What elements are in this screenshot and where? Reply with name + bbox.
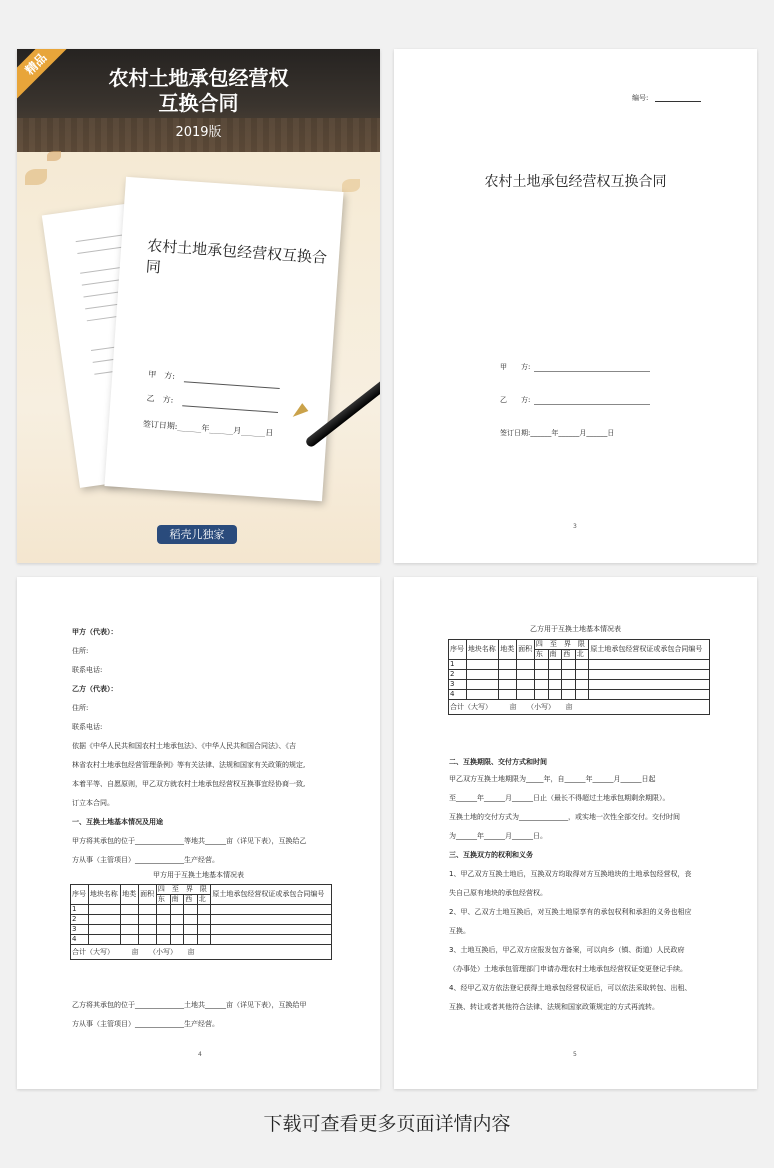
- empty-cell: [197, 925, 211, 935]
- empty-cell: [575, 680, 589, 690]
- row-number-cell: 1: [449, 660, 467, 670]
- empty-cell: [156, 935, 170, 945]
- contract-title: 农村土地承包经营权互换合同: [484, 174, 667, 190]
- row-number-cell: 3: [71, 925, 89, 935]
- page-number: 4: [198, 1051, 202, 1058]
- contract-number-label: 编号:: [632, 94, 649, 102]
- empty-cell: [466, 680, 498, 690]
- empty-cell: [197, 915, 211, 925]
- header-cell: 原土地承包经营权证或承包合同编号: [211, 885, 332, 905]
- total-cell: 合计（大写） 亩 （小写） 亩: [71, 945, 332, 960]
- contract-number-line: [655, 101, 701, 102]
- empty-cell: [156, 925, 170, 935]
- empty-cell: [534, 680, 548, 690]
- empty-cell: [534, 670, 548, 680]
- subheader-cell: 西: [562, 650, 576, 660]
- page5-line-9: 2、甲、乙双方土地互换后，对互换土地原享有的承包权利和承担的义务也相应: [449, 908, 692, 916]
- empty-cell: [184, 915, 198, 925]
- page4-after-line-2: 方从事（主管项目）______________生产经营。: [72, 1020, 219, 1028]
- header-cell: 地块名称: [466, 640, 498, 660]
- empty-cell: [139, 925, 157, 935]
- header-cell: 原土地承包经营权证或承包合同编号: [589, 640, 710, 660]
- land-table-party-b: [448, 639, 710, 715]
- empty-cell: [534, 690, 548, 700]
- cover-sheet-party-b: 乙 方:: [146, 393, 174, 405]
- page5-line-2: 甲乙双方互换土地期限为_____年，自______年______月______日起: [449, 775, 656, 783]
- empty-cell: [211, 915, 332, 925]
- empty-cell: [197, 935, 211, 945]
- empty-cell: [170, 915, 184, 925]
- contract-page-5[interactable]: [394, 577, 757, 1089]
- header-cell: 序号: [449, 640, 467, 660]
- empty-cell: [562, 680, 576, 690]
- cover-page[interactable]: [17, 49, 380, 563]
- page-number: 3: [573, 523, 577, 530]
- cover-year: 2019版: [175, 125, 222, 140]
- empty-cell: [88, 915, 120, 925]
- total-row: [71, 945, 332, 960]
- empty-cell: [211, 905, 332, 915]
- empty-cell: [88, 935, 120, 945]
- empty-cell: [170, 925, 184, 935]
- empty-cell: [170, 905, 184, 915]
- leaf-icon: [25, 169, 47, 185]
- subheader-cell: 北: [197, 895, 211, 905]
- table-row: [449, 670, 710, 680]
- land-table-party-a: [70, 884, 332, 960]
- table-row: [449, 660, 710, 670]
- row-number-cell: 2: [449, 670, 467, 680]
- page5-line-12: （办事处）土地承包管理部门申请办理农村土地承包经营权证变更登记手续。: [449, 965, 687, 973]
- total-cell: 合计（大写） 亩 （小写） 亩: [449, 700, 710, 715]
- empty-cell: [139, 905, 157, 915]
- empty-cell: [121, 905, 139, 915]
- page5-line-5: 为______年______月______日。: [449, 832, 547, 840]
- table-row: [71, 935, 332, 945]
- empty-cell: [562, 660, 576, 670]
- empty-cell: [88, 925, 120, 935]
- empty-cell: [517, 680, 535, 690]
- empty-cell: [517, 690, 535, 700]
- empty-cell: [499, 670, 517, 680]
- empty-cell: [211, 925, 332, 935]
- subheader-cell: 北: [575, 650, 589, 660]
- empty-cell: [589, 680, 710, 690]
- empty-cell: [88, 905, 120, 915]
- page4-line-1: 甲方（代表）：: [72, 628, 118, 636]
- cover-sheet-title: 农村土地承包经营权互换合同: [145, 236, 328, 277]
- page-number: 5: [573, 1051, 577, 1058]
- cover-sheet-party-a: 甲 方:: [148, 369, 176, 381]
- empty-cell: [499, 680, 517, 690]
- page4-line-5: 住所:: [72, 704, 89, 712]
- table-row: [449, 680, 710, 690]
- contract-page-4[interactable]: [17, 577, 380, 1089]
- empty-cell: [156, 905, 170, 915]
- empty-cell: [548, 670, 562, 680]
- cover-sheet-date: 签订日期:______年______月______日: [142, 419, 274, 438]
- empty-cell: [562, 690, 576, 700]
- page4-line-2: 住所:: [72, 647, 89, 655]
- page5-line-8: 失自己原有地块的承包经营权。: [449, 889, 547, 897]
- table-caption-b: 乙方用于互换土地基本情况表: [530, 625, 621, 633]
- header-cell: 序号: [71, 885, 89, 905]
- page5-line-1: 二、互换期限、交付方式和时间: [449, 758, 547, 766]
- header-cell: 地类: [121, 885, 139, 905]
- empty-cell: [121, 915, 139, 925]
- empty-cell: [211, 935, 332, 945]
- empty-cell: [548, 660, 562, 670]
- party-b-line: [534, 404, 650, 405]
- header-cell: 面积: [517, 640, 535, 660]
- party-a-label: 甲 方:: [500, 363, 531, 371]
- leaf-icon: [342, 179, 360, 192]
- subheader-cell: 东: [534, 650, 548, 660]
- header-cell: 四 至 界 限: [156, 885, 211, 895]
- page4-line-10: 订立本合同。: [72, 799, 114, 807]
- empty-cell: [156, 915, 170, 925]
- empty-cell: [121, 925, 139, 935]
- empty-cell: [184, 905, 198, 915]
- row-number-cell: 2: [71, 915, 89, 925]
- page5-line-13: 4、经甲乙双方依法登记获得土地承包经营权证后，可以依法采取转包、出租、: [449, 984, 692, 992]
- cover-title-line2: 互换合同: [158, 91, 239, 115]
- sign-date-label: 签订日期:______年______月______日: [500, 429, 615, 437]
- page5-line-6: 三、互换双方的权利和义务: [449, 851, 533, 859]
- subheader-cell: 南: [548, 650, 562, 660]
- page5-line-10: 互换。: [449, 927, 470, 935]
- exclusive-badge: 稻壳儿独家: [157, 525, 237, 544]
- page5-line-3: 至______年______月______日止（最长不得超过土地承包期剩余期限）。: [449, 794, 670, 802]
- empty-cell: [184, 935, 198, 945]
- page4-line-13: 方从事（主管项目）______________生产经营。: [72, 856, 219, 864]
- empty-cell: [139, 935, 157, 945]
- header-cell: 地块名称: [88, 885, 120, 905]
- empty-cell: [139, 915, 157, 925]
- more-pages-hint: 下载可查看更多页面详情内容: [263, 1113, 511, 1135]
- empty-cell: [517, 660, 535, 670]
- empty-cell: [517, 670, 535, 680]
- page4-line-11: 一、互换土地基本情况及用途: [72, 818, 163, 826]
- empty-cell: [499, 660, 517, 670]
- row-number-cell: 3: [449, 680, 467, 690]
- header-cell: 四 至 界 限: [534, 640, 589, 650]
- row-number-cell: 4: [71, 935, 89, 945]
- empty-cell: [589, 660, 710, 670]
- cover-front-sheet: [104, 177, 343, 501]
- empty-cell: [575, 690, 589, 700]
- table-row: [71, 925, 332, 935]
- header-cell: 面积: [139, 885, 157, 905]
- page4-line-8: 林省农村土地承包经营管理条例》等有关法律、法规和国家有关政策的规定,: [72, 761, 306, 769]
- page5-line-11: 3、土地互换后，甲乙双方应报发包方备案，可以向乡（镇、街道）人民政府: [449, 946, 685, 954]
- empty-cell: [197, 905, 211, 915]
- page4-after-line-1: 乙方将其承包的位于______________土地共______亩（详见下表），互换给甲: [72, 1001, 307, 1009]
- subheader-cell: 南: [170, 895, 184, 905]
- cover-title-line1: 农村土地承包经营权: [108, 66, 289, 90]
- empty-cell: [575, 670, 589, 680]
- empty-cell: [589, 670, 710, 680]
- empty-cell: [121, 935, 139, 945]
- empty-cell: [466, 690, 498, 700]
- page5-line-7: 1、甲乙双方互换土地后，互换双方均取得对方互换地块的土地承包经营权，丧: [449, 870, 692, 878]
- empty-cell: [170, 935, 184, 945]
- page4-line-4: 乙方（代表）：: [72, 685, 118, 693]
- header-cell: 地类: [499, 640, 517, 660]
- table-row: [71, 915, 332, 925]
- party-a-line: [534, 371, 650, 372]
- empty-cell: [548, 690, 562, 700]
- page4-line-6: 联系电话:: [72, 723, 103, 731]
- subheader-cell: 东: [156, 895, 170, 905]
- table-caption-a: 甲方用于互换土地基本情况表: [153, 871, 244, 879]
- empty-cell: [499, 690, 517, 700]
- page4-line-3: 联系电话:: [72, 666, 103, 674]
- cover-header-banner: [17, 49, 380, 152]
- row-number-cell: 1: [71, 905, 89, 915]
- empty-cell: [466, 660, 498, 670]
- page5-line-4: 互换土地的交付方式为______________，或实地一次性全部交付。交付时间: [449, 813, 680, 821]
- row-number-cell: 4: [449, 690, 467, 700]
- leaf-icon: [47, 151, 61, 161]
- subheader-cell: 西: [184, 895, 198, 905]
- empty-cell: [575, 660, 589, 670]
- empty-cell: [184, 925, 198, 935]
- table-row: [71, 905, 332, 915]
- page4-line-12: 甲方将其承包的位于______________等地共______亩（详见下表），互换给乙: [72, 837, 307, 845]
- page4-line-7: 依据《中华人民共和国农村土地承包法》、《中华人民共和国合同法》、《吉: [72, 742, 296, 750]
- contract-title-page[interactable]: [394, 49, 757, 563]
- total-row: [449, 700, 710, 715]
- table-row: [449, 690, 710, 700]
- empty-cell: [534, 660, 548, 670]
- page5-line-14: 互换、转让或者其他符合法律、法规和国家政策规定的方式再流转。: [449, 1003, 659, 1011]
- empty-cell: [466, 670, 498, 680]
- party-b-label: 乙 方:: [500, 396, 531, 404]
- empty-cell: [589, 690, 710, 700]
- page4-line-9: 本着平等、自愿原则，甲乙双方就农村土地承包经营权互换事宜经协商一致,: [72, 780, 306, 788]
- empty-cell: [562, 670, 576, 680]
- premium-ribbon: 精品: [17, 49, 74, 102]
- empty-cell: [548, 680, 562, 690]
